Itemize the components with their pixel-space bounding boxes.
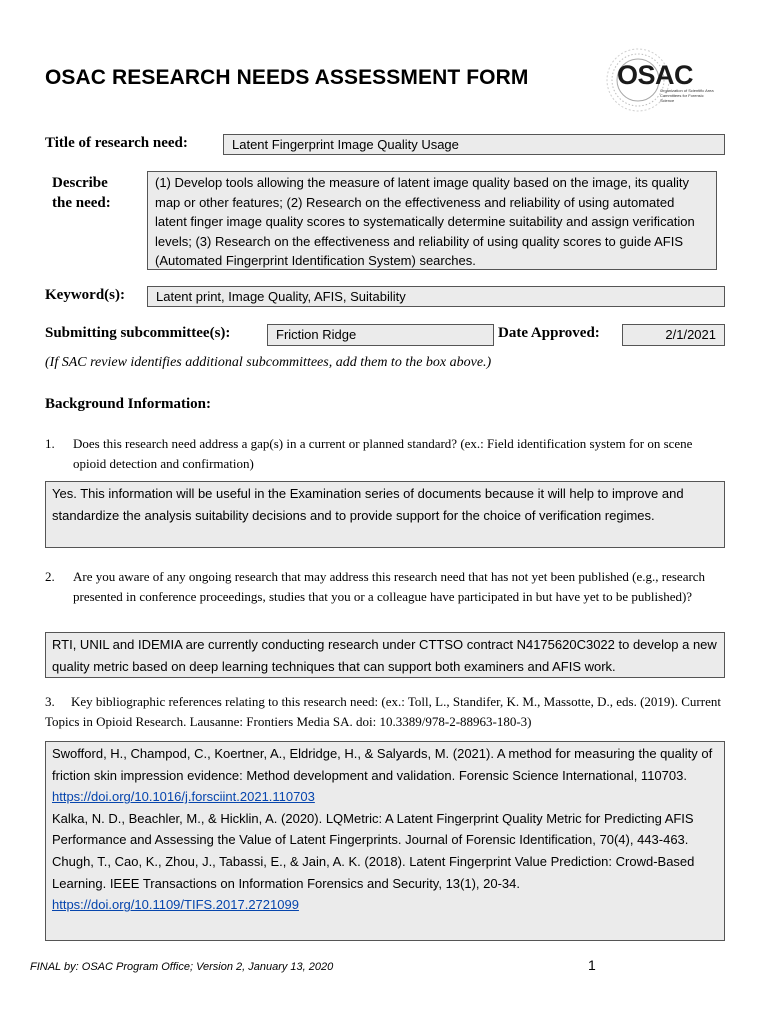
title-input[interactable]: Latent Fingerprint Image Quality Usage bbox=[223, 134, 725, 155]
date-input[interactable]: 2/1/2021 bbox=[622, 324, 725, 346]
keywords-input[interactable]: Latent print, Image Quality, AFIS, Suitability bbox=[147, 286, 725, 307]
footer-text: FINAL by: OSAC Program Office; Version 2, January 13, 2020 bbox=[30, 961, 334, 973]
question-3-answer[interactable] bbox=[45, 741, 725, 941]
question-2-number: 2. bbox=[45, 569, 55, 584]
reference-1-link[interactable]: https://doi.org/10.1016/j.forsciint.2021.110703 bbox=[52, 789, 315, 805]
subcommittee-input[interactable]: Friction Ridge bbox=[267, 324, 494, 346]
reference-3 bbox=[52, 851, 718, 916]
question-2-answer[interactable]: RTI, UNIL and IDEMIA are currently conducting research under CTTSO contract N4175620C3022 to develop a new quality metric based on deep learning techniques that can support both examiners and AFIS work. bbox=[45, 632, 725, 678]
logo-word: OSAC bbox=[617, 60, 694, 90]
subcommittee-label: Submitting subcommittee(s): bbox=[45, 325, 231, 341]
date-label: Date Approved: bbox=[498, 325, 600, 341]
reference-3-text: Chugh, T., Cao, K., Zhou, J., Tabassi, E., & Jain, A. K. (2018). Latent Fingerprint Value Prediction: Crowd-Based Learning. IEEE Transactions on Information Forensics and Security, 13(1), 20-34. bbox=[52, 853, 695, 891]
reference-2: Kalka, N. D., Beachler, M., & Hicklin, A. (2020). LQMetric: A Latent Fingerprint Quality Metric for Predicting AFIS Performance and Assessing the Value of Latent Fingerprints. Journal of Forensic Identification, 70(4), 443-463. bbox=[52, 810, 694, 848]
reference-3-link[interactable]: https://doi.org/10.1109/TIFS.2017.2721099 bbox=[52, 897, 299, 913]
describe-label-line1: Describe bbox=[52, 175, 108, 191]
keywords-label: Keyword(s): bbox=[45, 287, 125, 303]
background-heading: Background Information: bbox=[45, 396, 211, 412]
question-1-answer[interactable]: Yes. This information will be useful in the Examination series of documents because it will help to improve and standardize the analysis suitability decisions and to provide support for the choice of verification regimes. bbox=[45, 481, 725, 548]
page-number: 1 bbox=[588, 957, 596, 973]
describe-label-line2: the need: bbox=[52, 195, 111, 211]
reference-1-text: Swofford, H., Champod, C., Koertner, A., Eldridge, H., & Salyards, M. (2021). A method for measuring the quality of friction skin impression evidence: Method development and validation. Forensic Science International, 110703. bbox=[52, 746, 713, 783]
question-2-text: Are you aware of any ongoing research that may address this research need that has not yet been published (e.g., research presented in conference proceedings, studies that you or a colleague have participated in but have yet to be published)? bbox=[73, 569, 706, 604]
question-3-text: 3. Key bibliographic references relating to this research need: (ex.: Toll, L., Standifer, K. M., Massotte, D., eds. (2019). Current Topics in Opioid Research. Lausanne: Frontiers Media SA. doi: 10.3389/978-2-88963-180-3) bbox=[45, 694, 724, 729]
subcommittee-note: (If SAC review identifies additional subcommittees, add them to the box above.) bbox=[45, 355, 492, 370]
describe-input[interactable]: (1) Develop tools allowing the measure of latent image quality based on the image, its quality map or other features; (2) Research on the effectiveness and reliability of using automated latent finger image quality scores to systematically determine suitability and assign verification levels; (3) Research on the effectiveness and reliability of using quality scores to guide AFIS (Automated Fingerprint Identification System) searches. bbox=[147, 171, 717, 270]
question-1-number: 1. bbox=[45, 436, 55, 451]
logo-tagline: Organization of Scientific Area Committees for Forensic Science bbox=[660, 88, 714, 103]
osac-logo bbox=[600, 46, 714, 116]
question-1-text: Does this research need address a gap(s) in a current or planned standard? (ex.: Field identification system for on scene opioid detection and confirmation) bbox=[73, 436, 693, 471]
form-title: OSAC RESEARCH NEEDS ASSESSMENT FORM bbox=[45, 66, 529, 89]
question-2 bbox=[45, 567, 725, 629]
question-1 bbox=[45, 434, 725, 476]
title-label: Title of research need: bbox=[45, 135, 188, 151]
describe-label bbox=[52, 173, 111, 213]
reference-1 bbox=[52, 743, 718, 808]
